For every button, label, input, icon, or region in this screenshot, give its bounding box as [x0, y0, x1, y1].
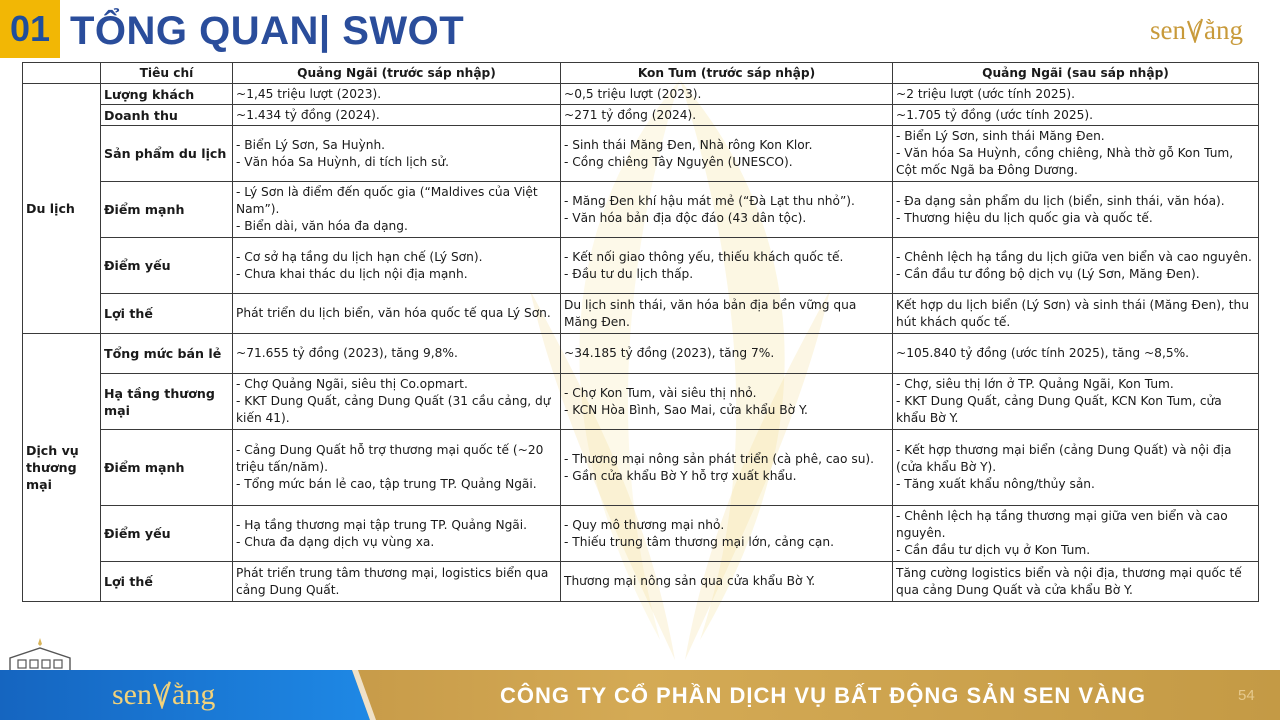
slide-header — [0, 0, 1280, 58]
cell-text-line: ~1,45 triệu lượt (2023). — [236, 86, 382, 101]
cell-kon-tum-before — [561, 182, 893, 238]
table-row — [23, 182, 1259, 238]
criterion-cell: Điểm yếu — [101, 506, 233, 562]
cell-text-line: - Chợ Quảng Ngãi, siêu thị Co.opmart. — [236, 377, 468, 391]
table-row — [23, 105, 1259, 126]
page-number: 54 — [1238, 687, 1255, 704]
cell-quang-ngai-after — [893, 182, 1259, 238]
table-row — [23, 334, 1259, 374]
table-row — [23, 238, 1259, 294]
brand-logo-text-right: ằng — [1204, 15, 1243, 45]
cell-text-line: - Chênh lệch hạ tầng thương mại giữa ven biển và cao nguyên. — [896, 509, 1228, 540]
table-header-row — [23, 63, 1259, 84]
cell-text-line: - Cơ sở hạ tầng du lịch hạn chế (Lý Sơn). — [236, 249, 483, 264]
criterion-cell: Điểm yếu — [101, 238, 233, 294]
cell-quang-ngai-before — [233, 294, 561, 334]
cell-text-line: ~2 triệu lượt (ước tính 2025). — [896, 86, 1075, 101]
cell-text-line: - Sinh thái Măng Đen, Nhà rông Kon Klor. — [564, 137, 813, 152]
cell-quang-ngai-before — [233, 84, 561, 105]
cell-text-line: - Cần đầu tư dịch vụ ở Kon Tum. — [896, 543, 1091, 557]
cell-text-line: Phát triển du lịch biển, văn hóa quốc tế qua Lý Sơn. — [236, 306, 551, 320]
criterion-cell: Điểm mạnh — [101, 430, 233, 506]
cell-text-line: - Văn hóa Sa Huỳnh, cồng chiêng, Nhà thờ gỗ Kon Tum, Cột mốc Ngã ba Đông Dương. — [896, 146, 1234, 177]
cell-quang-ngai-after — [893, 84, 1259, 105]
cell-text-line: - Cần đầu tư đồng bộ dịch vụ (Lý Sơn, Măng Đen). — [896, 266, 1200, 281]
cell-text-line: - Đa dạng sản phẩm du lịch (biển, sinh thái, văn hóa). — [896, 193, 1225, 208]
cell-quang-ngai-after — [893, 430, 1259, 506]
category-cell: Dịch vụ thương mại — [23, 334, 101, 602]
header-cell-quang-ngai-before: Quảng Ngãi (trước sáp nhập) — [233, 63, 561, 84]
brand-logo-text-left: sen — [1150, 15, 1186, 45]
criterion-cell: Hạ tầng thương mại — [101, 374, 233, 430]
cell-kon-tum-before — [561, 105, 893, 126]
table-row — [23, 430, 1259, 506]
cell-quang-ngai-after — [893, 126, 1259, 182]
cell-text-line: - Tổng mức bán lẻ cao, tập trung TP. Quảng Ngãi. — [236, 477, 537, 491]
criterion-cell: Doanh thu — [101, 105, 233, 126]
cell-text-line: - Chưa đa dạng dịch vụ vùng xa. — [236, 534, 435, 549]
cell-text-line: - Chợ, siêu thị lớn ở TP. Quảng Ngãi, Kon Tum. — [896, 377, 1174, 391]
brand-logo-top — [1150, 10, 1275, 50]
cell-text-line: - Quy mô thương mại nhỏ. — [564, 517, 725, 532]
cell-text-line: Du lịch sinh thái, văn hóa bản địa bền vững qua Măng Đen. — [564, 297, 857, 329]
cell-text-line: - Gần cửa khẩu Bờ Y hỗ trợ xuất khẩu. — [564, 468, 797, 483]
cell-kon-tum-before — [561, 84, 893, 105]
cell-text-line: - Hạ tầng thương mại tập trung TP. Quảng Ngãi. — [236, 517, 528, 532]
cell-quang-ngai-before — [233, 182, 561, 238]
cell-text-line: Phát triển trung tâm thương mại, logistics biển qua cảng Dung Quất. — [236, 565, 549, 597]
cell-kon-tum-before — [561, 334, 893, 374]
criterion-cell: Lợi thế — [101, 562, 233, 602]
cell-text-line: ~105.840 tỷ đồng (ước tính 2025), tăng ~8,5%. — [896, 346, 1190, 360]
cell-kon-tum-before — [561, 294, 893, 334]
page-title: TỔNG QUAN| SWOT — [70, 9, 465, 53]
cell-kon-tum-before — [561, 238, 893, 294]
cell-text-line: - Đầu tư du lịch thấp. — [564, 266, 694, 281]
cell-text-line: - KKT Dung Quất, cảng Dung Quất (31 cầu cảng, dự kiến 41). — [236, 394, 551, 425]
cell-text-line: - Lý Sơn là điểm đến quốc gia (“Maldives của Việt Nam”). — [236, 185, 538, 216]
cell-text-line: - Biển Lý Sơn, Sa Huỳnh. — [236, 137, 386, 152]
table-row — [23, 374, 1259, 430]
cell-kon-tum-before — [561, 126, 893, 182]
cell-text-line: ~1.705 tỷ đồng (ước tính 2025). — [896, 107, 1094, 122]
cell-quang-ngai-before — [233, 506, 561, 562]
criterion-cell: Tổng mức bán lẻ — [101, 334, 233, 374]
cell-text-line: - Chưa khai thác du lịch nội địa mạnh. — [236, 266, 468, 281]
cell-text-line: Kết hợp du lịch biển (Lý Sơn) và sinh thái (Măng Đen), thu hút khách quốc tế. — [896, 297, 1249, 329]
cell-text-line: - Thương hiệu du lịch quốc gia và quốc tế. — [896, 210, 1153, 225]
cell-text-line: ~1.434 tỷ đồng (2024). — [236, 107, 380, 122]
cell-text-line: - Biển Lý Sơn, sinh thái Măng Đen. — [896, 129, 1105, 143]
cell-text-line: - Măng Đen khí hậu mát mẻ (“Đà Lạt thu nhỏ”). — [564, 193, 855, 208]
cell-text-line: - Chợ Kon Tum, vài siêu thị nhỏ. — [564, 385, 757, 400]
cell-quang-ngai-before — [233, 126, 561, 182]
category-cell: Du lịch — [23, 84, 101, 334]
cell-text-line: - KCN Hòa Bình, Sao Mai, cửa khẩu Bờ Y. — [564, 402, 808, 417]
table-row — [23, 84, 1259, 105]
cell-text-line: - Cồng chiêng Tây Nguyên (UNESCO). — [564, 154, 793, 169]
cell-quang-ngai-before — [233, 562, 561, 602]
cell-quang-ngai-after — [893, 506, 1259, 562]
cell-text-line: Tăng cường logistics biển và nội địa, thương mại quốc tế qua cảng Dung Quất và cửa khẩu Bờ Y. — [896, 565, 1242, 597]
cell-kon-tum-before — [561, 374, 893, 430]
cell-text-line: - Văn hóa bản địa độc đáo (43 dân tộc). — [564, 210, 807, 225]
criterion-cell: Lượng khách — [101, 84, 233, 105]
cell-quang-ngai-before — [233, 334, 561, 374]
cell-text-line: ~271 tỷ đồng (2024). — [564, 107, 697, 122]
header-cell-criterion: Tiêu chí — [101, 63, 233, 84]
cell-text-line: - Tăng xuất khẩu nông/thủy sản. — [896, 477, 1095, 491]
table-row — [23, 506, 1259, 562]
footer-brand-text-right: ằng — [172, 678, 216, 711]
cell-text-line: - Văn hóa Sa Huỳnh, di tích lịch sử. — [236, 154, 450, 169]
cell-text-line: - Kết nối giao thông yếu, thiếu khách quốc tế. — [564, 249, 844, 264]
table-body — [23, 84, 1259, 602]
cell-quang-ngai-after — [893, 238, 1259, 294]
slide-footer — [0, 670, 1280, 720]
cell-text-line: - Kết hợp thương mại biển (cảng Dung Quất) và nội địa (cửa khẩu Bờ Y). — [896, 443, 1232, 474]
cell-text-line: ~34.185 tỷ đồng (2023), tăng 7%. — [564, 346, 775, 360]
cell-text-line: - Biển dài, văn hóa đa dạng. — [236, 219, 408, 233]
criterion-cell: Sản phẩm du lịch — [101, 126, 233, 182]
building-logo-icon — [4, 638, 74, 674]
cell-kon-tum-before — [561, 562, 893, 602]
cell-kon-tum-before — [561, 430, 893, 506]
swot-table — [22, 62, 1259, 602]
header-cell-quang-ngai-after: Quảng Ngãi (sau sáp nhập) — [893, 63, 1259, 84]
header-cell-category — [23, 63, 101, 84]
footer-company-name: CÔNG TY CỔ PHẦN DỊCH VỤ BẤT ĐỘNG SẢN SEN VÀNG — [500, 683, 1146, 708]
cell-text-line: ~71.655 tỷ đồng (2023), tăng 9,8%. — [236, 346, 458, 360]
table-row — [23, 294, 1259, 334]
criterion-cell: Điểm mạnh — [101, 182, 233, 238]
cell-quang-ngai-after — [893, 105, 1259, 126]
section-number: 01 — [0, 0, 60, 58]
cell-text-line: ~0,5 triệu lượt (2023). — [564, 86, 702, 101]
cell-quang-ngai-before — [233, 374, 561, 430]
cell-quang-ngai-before — [233, 105, 561, 126]
cell-text-line: - Thiếu trung tâm thương mại lớn, cảng cạn. — [564, 534, 834, 549]
cell-quang-ngai-after — [893, 294, 1259, 334]
cell-text-line: - Cảng Dung Quất hỗ trợ thương mại quốc tế (~20 triệu tấn/năm). — [236, 443, 544, 474]
cell-text-line: - KKT Dung Quất, cảng Dung Quất, KCN Kon Tum, cửa khẩu Bờ Y. — [896, 394, 1222, 425]
footer-brand-text-left: sen — [112, 678, 152, 711]
criterion-cell: Lợi thế — [101, 294, 233, 334]
cell-quang-ngai-after — [893, 334, 1259, 374]
footer-brand-logo — [112, 673, 215, 717]
cell-text-line: - Chênh lệch hạ tầng du lịch giữa ven biển và cao nguyên. — [896, 249, 1252, 264]
cell-text-line: Thương mại nông sản qua cửa khẩu Bờ Y. — [564, 574, 816, 588]
footer-lotus-v-icon — [152, 679, 172, 709]
cell-quang-ngai-after — [893, 374, 1259, 430]
lotus-v-icon — [1186, 17, 1204, 43]
cell-text-line: - Thương mại nông sản phát triển (cà phê, cao su). — [564, 451, 875, 466]
cell-quang-ngai-after — [893, 562, 1259, 602]
cell-kon-tum-before — [561, 506, 893, 562]
cell-quang-ngai-before — [233, 238, 561, 294]
table-row — [23, 562, 1259, 602]
header-cell-kon-tum-before: Kon Tum (trước sáp nhập) — [561, 63, 893, 84]
table-row — [23, 126, 1259, 182]
cell-quang-ngai-before — [233, 430, 561, 506]
